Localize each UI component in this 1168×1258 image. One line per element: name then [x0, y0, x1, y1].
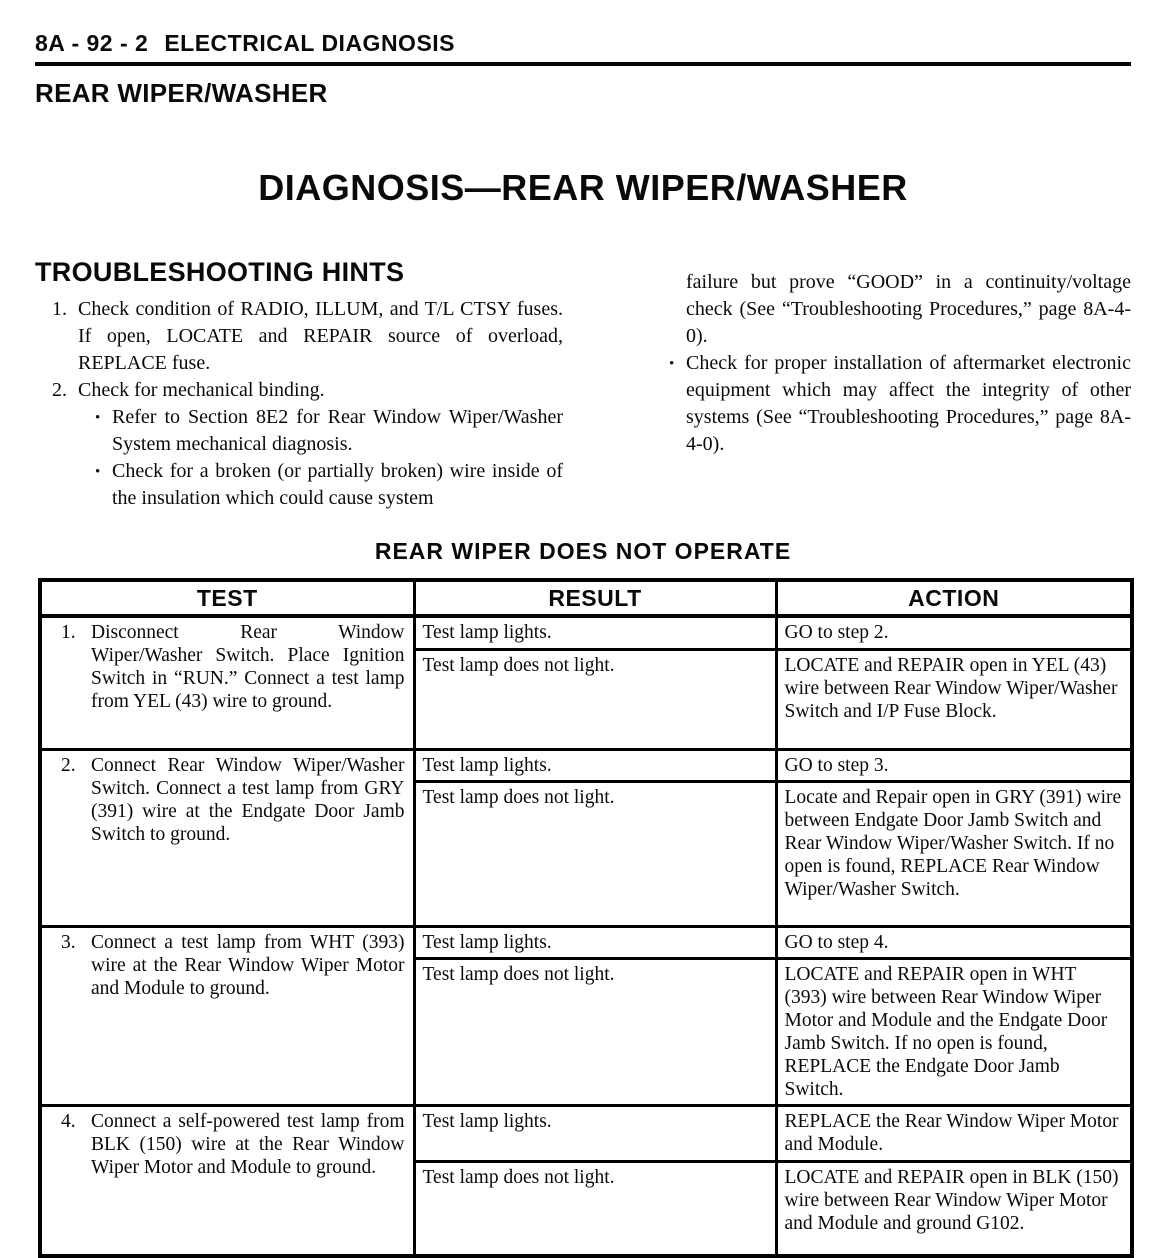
table-header-row	[40, 580, 1132, 616]
hints-heading: TROUBLESHOOTING HINTS	[35, 257, 405, 287]
test-text: Connect a self-powered test lamp from BLK (150) wire at the Rear Window Wiper Motor and Module to ground.	[91, 1110, 405, 1178]
page-header-title: ELECTRICAL DIAGNOSIS	[164, 30, 456, 56]
header-rule	[35, 62, 1131, 66]
hint-bullet-text: Check for proper installation of aftermarket electronic equipment which may affect the integrity of other systems (See “Troubleshooting Procedures,” page 8A-4-0).	[686, 352, 1131, 455]
test-text: Connect Rear Window Wiper/Washer Switch. Connect a test lamp from GRY (391) wire at the Endgate Door Jamb Switch to ground.	[91, 754, 405, 845]
test-text: Connect a test lamp from WHT (393) wire at the Rear Window Wiper Motor and Module to ground.	[91, 931, 405, 999]
result-cell: Test lamp lights.	[414, 616, 776, 649]
hint-sub-bullet-1	[95, 404, 563, 458]
hint-item-number: 2.	[52, 379, 67, 401]
action-cell: REPLACE the Rear Window Wiper Motor and Module.	[776, 1105, 1132, 1161]
result-cell: Test lamp lights.	[414, 749, 776, 781]
table-row	[40, 616, 1132, 649]
table-title: REAR WIPER DOES NOT OPERATE	[374, 538, 792, 564]
test-cell-step3	[40, 926, 414, 1105]
hints-left-column	[35, 257, 563, 512]
troubleshooting-hints	[35, 257, 1131, 512]
action-cell: Locate and Repair open in GRY (391) wire between Endgate Door Jamb Switch and Rear Window Wiper/Washer Switch. If no open is found, REPLACE Rear Window Wiper/Washer Switch.	[776, 781, 1132, 926]
action-cell: LOCATE and REPAIR open in BLK (150) wire between Rear Window Wiper Motor and Module and ground G102.	[776, 1161, 1132, 1256]
hint-sub-bullet-2	[95, 458, 563, 512]
test-cell-step1	[40, 616, 414, 749]
result-cell: Test lamp does not light.	[414, 958, 776, 1105]
bullet-icon: •	[669, 356, 675, 372]
page-code: 8A - 92 - 2	[35, 30, 149, 56]
step-number: 3.	[61, 931, 76, 953]
bullet-icon: •	[95, 464, 101, 480]
hint-item-2	[35, 377, 563, 404]
result-cell: Test lamp does not light.	[414, 1161, 776, 1256]
hint-item-1	[35, 296, 563, 377]
step-number: 4.	[61, 1110, 76, 1132]
diagnostic-table	[38, 578, 1134, 1258]
action-cell: GO to step 4.	[776, 926, 1132, 958]
step-number: 2.	[61, 754, 76, 776]
table-row	[40, 749, 1132, 781]
column-header-action: ACTION	[776, 580, 1132, 616]
column-header-test: TEST	[40, 580, 414, 616]
hint-bullet-aftermarket	[669, 350, 1131, 458]
action-cell: GO to step 3.	[776, 749, 1132, 781]
action-cell: LOCATE and REPAIR open in YEL (43) wire between Rear Window Wiper/Washer Switch and I/P Fuse Block.	[776, 649, 1132, 749]
hint-continuation-text: failure but prove “GOOD” in a continuity/voltage check (See “Troubleshooting Procedures,” page 8A-4-0).	[686, 271, 1131, 347]
result-cell: Test lamp does not light.	[414, 781, 776, 926]
hint-item-text: Check for mechanical binding.	[78, 379, 325, 401]
action-cell: GO to step 2.	[776, 616, 1132, 649]
test-cell-step4	[40, 1105, 414, 1256]
hint-item-number: 1.	[52, 298, 67, 320]
result-cell: Test lamp does not light.	[414, 649, 776, 749]
action-cell: LOCATE and REPAIR open in WHT (393) wire between Rear Window Wiper Motor and Module and the Endgate Door Jamb Switch. If no open is found, REPLACE the Endgate Door Jamb Switch.	[776, 958, 1132, 1105]
section-title: REAR WIPER/WASHER	[35, 78, 328, 108]
main-title: DIAGNOSIS—REAR WIPER/WASHER	[258, 167, 908, 208]
hint-bullet-text: Check for a broken (or partially broken) wire inside of the insulation which could cause system	[112, 460, 563, 509]
column-header-result: RESULT	[414, 580, 776, 616]
table-row	[40, 1105, 1132, 1161]
result-cell: Test lamp lights.	[414, 926, 776, 958]
step-number: 1.	[61, 622, 76, 643]
test-cell-step2	[40, 749, 414, 926]
hints-right-column	[669, 257, 1131, 512]
page-header	[35, 30, 1131, 57]
result-cell: Test lamp lights.	[414, 1105, 776, 1161]
table-row	[40, 926, 1132, 958]
bullet-icon: •	[95, 410, 101, 426]
hint-item-text: Check condition of RADIO, ILLUM, and T/L CTSY fuses. If open, LOCATE and REPAIR source of overload, REPLACE fuse.	[78, 298, 563, 374]
test-text: Disconnect Rear Window Wiper/Washer Switch. Place Ignition Switch in “RUN.” Connect a test lamp from YEL (43) wire to ground.	[91, 622, 405, 712]
hint-bullet-text: Refer to Section 8E2 for Rear Window Wiper/Washer System mechanical diagnosis.	[112, 406, 563, 455]
